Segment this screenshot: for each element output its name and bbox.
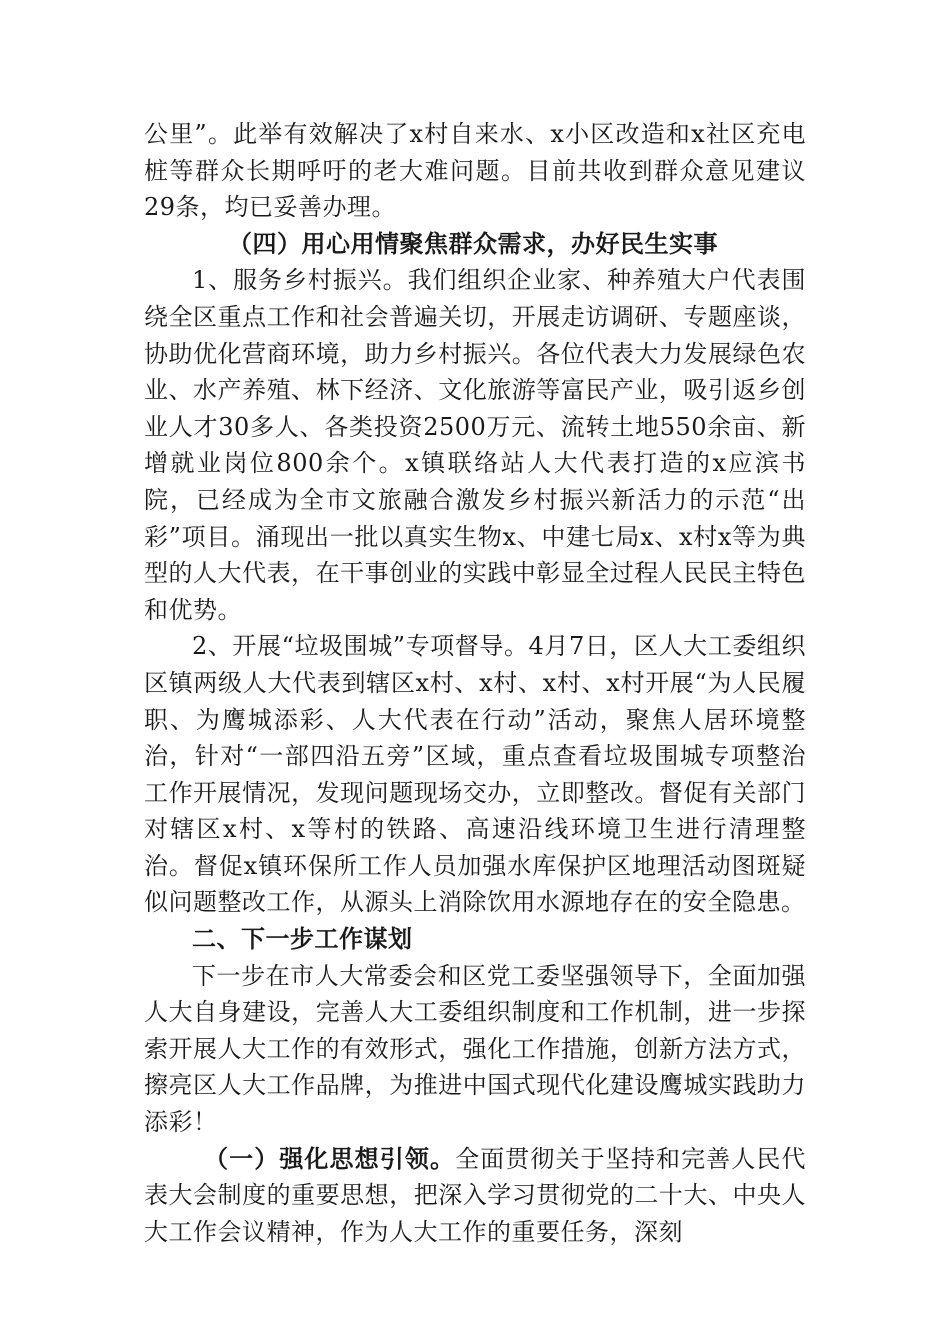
paragraph-item-one-body: 全面贯彻关于坚持和完善人民代表大会制度的重要思想，把深入学习贯彻党的二十大、中央人大工作会议精神，作为人大工作的重要任务，深刻 <box>144 1144 807 1246</box>
paragraph-next-steps: 下一步在市人大常委会和区党工委坚强领导下，全面加强人大自身建设，完善人大工委组织制度和工作机制，进一步探索开展人大工作的有效形式，强化工作措施，创新方法方式，擦亮区人大工作品牌，为推进中国式现代化建设鹰城实践助力添彩！ <box>144 961 806 1137</box>
heading-next-steps: 二、下一步工作谋划 <box>192 925 413 954</box>
paragraph-item-2: 2、开展“垃圾围城”专项督导。4月7日，区人大工委组织区镇两级人大代表到辖区x村、x村、x村、x村开展“为人民履职、为鹰城添彩、人大代表在行动”活动，聚焦人居环境整治，针对“一部四沿五旁”区域，重点查看垃圾围城专项整治工作开展情况，发现问题现场交办，立即整改。督促有关部门对辖区x村、x等村的铁路、高速沿线环境卫生进行清理整治。督促x镇环保所工作人员加强水库保护区地理活动图斑疑似问题整改工作，从源头上消除饮用水源地存在的安全隐患。 <box>144 632 806 917</box>
paragraph-item-1: 1、服务乡村振兴。我们组织企业家、种养殖大户代表围绕全区重点工作和社会普遍关切，开展走访调研、专题座谈，协助优化营商环境，助力乡村振兴。各位代表大力发展绿色农业、水产养殖、林下经济、文化旅游等富民产业，吸引返乡创业人才30多人、各类投资2500万元、流转土地550余亩、新增就业岗位800余个。x镇联络站人大代表打造的x应滨书院，已经成为全市文旅融合激发乡村振兴新活力的示范“出彩”项目。涌现出一批以真实生物x、中建七局x、x村x等为典型的人大代表，在干事创业的实践中彰显全过程人民民主特色和优势。 <box>144 266 806 624</box>
paragraph-item-one <box>144 1141 806 1251</box>
subheading-section-4: （四）用心用情聚焦群众需求，办好民生实事 <box>228 228 718 258</box>
paragraph-item-one-lead: （一）强化思想引领。 <box>204 1143 456 1173</box>
paragraph-continuation: 公里”。此举有效解决了x村自来水、x小区改造和x社区充电桩等群众长期呼吁的老大难问题。目前共收到群众意见建议29条，均已妥善办理。 <box>144 120 806 222</box>
document-body <box>144 116 806 1250</box>
